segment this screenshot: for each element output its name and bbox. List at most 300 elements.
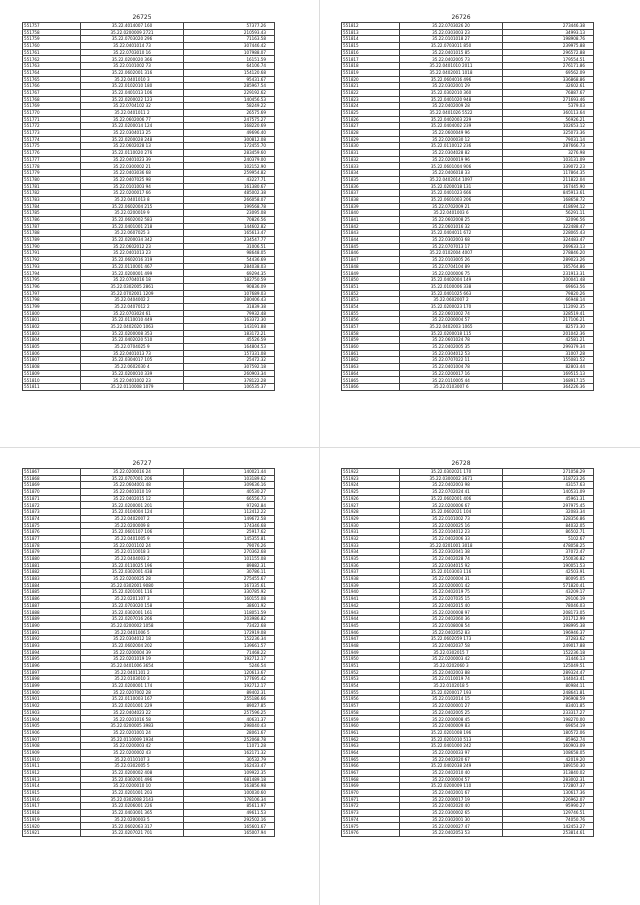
page-number-title: 26726: [451, 14, 471, 21]
record-code-cell: 35.22.0200010 339: [81, 370, 184, 377]
record-code-cell: 35.22.0602021 104: [400, 509, 503, 516]
record-amount-cell: 69663.56: [503, 283, 594, 290]
table-row: [23, 357, 275, 364]
table-row: [23, 709, 275, 716]
record-id-cell: 551822: [342, 89, 400, 96]
record-code-cell: 35.22.0207021 701: [81, 830, 184, 837]
record-code-cell: 35.22.0200025 16: [400, 522, 503, 529]
record-amount-cell: 95431.67: [184, 76, 275, 83]
record-id-cell: 551952: [342, 669, 400, 676]
record-amount-cell: 79076.26: [184, 542, 275, 549]
record-id-cell: 551940: [342, 589, 400, 596]
table-row: [342, 602, 594, 609]
record-amount-cell: 71163.58: [184, 36, 275, 43]
record-amount-cell: 217106.21: [503, 317, 594, 324]
record-id-cell: 551818: [342, 63, 400, 70]
record-code-cell: 35.22.0402009 28: [400, 103, 503, 110]
record-id-cell: 551763: [23, 63, 81, 70]
record-amount-cell: 845913.61: [503, 190, 594, 197]
table-row: [342, 183, 594, 190]
record-code-cell: 35.22.0402038 249: [400, 763, 503, 770]
table-row: [342, 96, 594, 103]
record-code-cell: 35.22.0602008 25: [400, 216, 503, 223]
record-amount-cell: 234547.77: [184, 237, 275, 244]
record-amount-cell: 85611.97: [184, 803, 275, 810]
table-row: [23, 749, 275, 756]
record-id-cell: 551759: [23, 36, 81, 43]
record-id-cell: 551842: [342, 223, 400, 230]
record-id-cell: 551801: [23, 317, 81, 324]
record-amount-cell: 328356.86: [503, 515, 594, 522]
record-code-cell: 35.22.0402014 1097: [400, 176, 503, 183]
record-amount-cell: 325073.36: [503, 130, 594, 137]
record-amount-cell: 198908.76: [503, 36, 594, 43]
record-code-cell: 35.22.0201008 196: [400, 729, 503, 736]
record-code-cell: 35.22.0201001 229: [81, 703, 184, 710]
table-row: [23, 36, 275, 43]
record-code-cell: 35.22.0601107 106: [81, 529, 184, 536]
table-row: [342, 136, 594, 143]
table-row: [23, 716, 275, 723]
table-row: [23, 384, 275, 391]
table-row: [23, 769, 275, 776]
record-id-cell: 551949: [342, 649, 400, 656]
table-row: [23, 183, 275, 190]
record-code-cell: 35.22.0110019 74: [400, 676, 503, 683]
record-amount-cell: 328519.41: [503, 310, 594, 317]
table-row: [23, 562, 275, 569]
table-row: [23, 676, 275, 683]
record-id-cell: 551974: [342, 816, 400, 823]
record-code-cell: 35.22.0207002 28: [81, 689, 184, 696]
record-code-cell: 35.22.0110012 236: [400, 143, 503, 150]
record-id-cell: 551875: [23, 522, 81, 529]
record-code-cell: 35.22.0110005 44: [400, 377, 503, 384]
table-row: [342, 103, 594, 110]
table-row: [342, 535, 594, 542]
record-id-cell: 551849: [342, 270, 400, 277]
record-code-cell: 35.22.0304012 18: [81, 636, 184, 643]
record-id-cell: 551830: [342, 143, 400, 150]
record-id-cell: 551927: [342, 502, 400, 509]
record-amount-cell: 89882.31: [184, 562, 275, 569]
record-id-cell: 551791: [23, 250, 81, 257]
record-code-cell: 35.22.0704102 32: [81, 103, 184, 110]
record-code-cell: 35.22.0304013 25: [81, 130, 184, 137]
record-code-cell: 35.22.0200028 248: [81, 136, 184, 143]
record-id-cell: 551817: [342, 56, 400, 63]
table-row: [23, 223, 275, 230]
record-amount-cell: 162171.32: [184, 749, 275, 756]
record-id-cell: 551973: [342, 810, 400, 817]
table-row: [342, 283, 594, 290]
record-code-cell: 35.22.0200018 115: [400, 330, 503, 337]
record-id-cell: 551821: [342, 83, 400, 90]
record-code-cell: 35.22.0402003 1065: [400, 323, 503, 330]
record-amount-cell: 201042.36: [503, 330, 594, 337]
record-code-cell: 35.22.0110008 1079: [81, 384, 184, 391]
record-amount-cell: 179554.51: [503, 56, 594, 63]
record-amount-cell: 31007.28: [503, 350, 594, 357]
record-id-cell: 551819: [342, 69, 400, 76]
record-id-cell: 551796: [23, 283, 81, 290]
record-id-cell: 551948: [342, 642, 400, 649]
record-amount-cell: 160903.09: [503, 743, 594, 750]
record-id-cell: 551795: [23, 277, 81, 284]
record-id-cell: 551790: [23, 243, 81, 250]
record-amount-cell: 45526.59: [184, 337, 275, 344]
table-row: [342, 43, 594, 50]
record-amount-cell: 31839.38: [184, 303, 275, 310]
record-amount-cell: 5246.54: [184, 662, 275, 669]
table-row: [23, 103, 275, 110]
table-row: [342, 23, 594, 30]
record-amount-cell: 42503.91: [503, 569, 594, 576]
record-id-cell: 551912: [23, 769, 81, 776]
record-amount-cell: 3276.98: [503, 150, 594, 157]
record-code-cell: 35.22.0200005 3983: [81, 723, 184, 730]
record-code-cell: 35.22.0201016 58: [81, 716, 184, 723]
record-id-cell: 551797: [23, 290, 81, 297]
table-row: [342, 384, 594, 391]
record-id-cell: 551767: [23, 89, 81, 96]
record-code-cell: 35.22.0401013 8: [81, 196, 184, 203]
table-row: [23, 176, 275, 183]
record-amount-cell: 37283.62: [503, 636, 594, 643]
record-code-cell: 35.22.4014007 160: [81, 23, 184, 30]
record-code-cell: 35.22.0110009 1934: [81, 736, 184, 743]
record-id-cell: 551828: [342, 130, 400, 137]
record-amount-cell: 70826.56: [184, 216, 275, 223]
table-row: [23, 69, 275, 76]
record-amount-cell: 86502.71: [503, 529, 594, 536]
table-row: [23, 796, 275, 803]
record-amount-cell: 255186.66: [184, 696, 275, 703]
record-code-cell: 35.22.0402053 53: [400, 830, 503, 837]
record-amount-cell: 40631.37: [184, 716, 275, 723]
record-code-cell: 35.22.0406018 33: [400, 170, 503, 177]
table-row: [342, 230, 594, 237]
record-code-cell: 35.22.0200008 45: [400, 716, 503, 723]
record-code-cell: 35.22.0302001 438: [81, 569, 184, 576]
record-code-cell: 35.22.0201001 3018: [400, 542, 503, 549]
record-id-cell: 551833: [342, 163, 400, 170]
record-id-cell: 551871: [23, 495, 81, 502]
record-id-cell: 551901: [23, 696, 81, 703]
table-row: [23, 63, 275, 70]
record-amount-cell: 56926.21: [503, 116, 594, 123]
record-amount-cell: 78046.03: [503, 602, 594, 609]
record-code-cell: 35.22.0101003 94: [81, 183, 184, 190]
table-row: [342, 63, 594, 70]
record-amount-cell: 160155.08: [184, 596, 275, 603]
record-id-cell: 551770: [23, 109, 81, 116]
record-code-cell: 35.22.0200033 97: [400, 749, 503, 756]
table-row: [23, 230, 275, 237]
record-amount-cell: 66556.73: [184, 495, 275, 502]
table-row: [23, 495, 275, 502]
record-amount-cell: 287666.73: [503, 143, 594, 150]
record-code-cell: 35.22.0101002 73: [81, 63, 184, 70]
record-id-cell: 551887: [23, 602, 81, 609]
table-row: [23, 475, 275, 482]
record-amount-cell: 208173.05: [503, 609, 594, 616]
record-id-cell: 551935: [342, 555, 400, 562]
table-row: [23, 323, 275, 330]
record-code-cell: 35.22.0602030 4: [81, 364, 184, 371]
record-amount-cell: 283459.60: [184, 150, 275, 157]
record-code-cell: 35.22.0110001 467: [81, 263, 184, 270]
record-id-cell: 551810: [23, 377, 81, 384]
record-id-cell: 551781: [23, 183, 81, 190]
record-amount-cell: 37072.47: [503, 549, 594, 556]
record-code-cell: 35.22.0401013 73: [81, 350, 184, 357]
record-amount-cell: 43227.71: [184, 176, 275, 183]
record-id-cell: 551799: [23, 303, 81, 310]
record-amount-cell: 270362.68: [184, 549, 275, 556]
record-amount-cell: 25917.62: [184, 529, 275, 536]
record-amount-cell: 228065.43: [503, 230, 594, 237]
record-id-cell: 551768: [23, 96, 81, 103]
record-code-cell: 35.22.0300002 21: [81, 163, 184, 170]
table-row: [342, 56, 594, 63]
record-id-cell: 551846: [342, 250, 400, 257]
table-row: [23, 509, 275, 516]
table-row: [23, 703, 275, 710]
record-id-cell: 551776: [23, 150, 81, 157]
page-26726: [341, 14, 585, 391]
table-row: [342, 223, 594, 230]
record-amount-cell: 178106.34: [184, 796, 275, 803]
record-amount-cell: 253814.61: [503, 830, 594, 837]
record-code-cell: 35.22.0402020 67: [400, 756, 503, 763]
record-code-cell: 35.22.0300002 65: [400, 810, 503, 817]
record-amount-cell: 26575.69: [184, 109, 275, 116]
table-row: [23, 330, 275, 337]
table-row: [342, 709, 594, 716]
record-amount-cell: 330785.92: [184, 589, 275, 596]
record-id-cell: 551938: [342, 576, 400, 583]
record-id-cell: 551806: [23, 350, 81, 357]
record-code-cell: 35.22.0101018 27: [400, 36, 503, 43]
record-code-cell: 35.22.0200014 124: [81, 123, 184, 130]
table-row: [342, 549, 594, 556]
record-amount-cell: 198995.38: [503, 622, 594, 629]
table-row: [23, 317, 275, 324]
record-code-cell: 35.22.0602012 23: [81, 243, 184, 250]
table-row: [342, 190, 594, 197]
record-amount-cell: 97292.84: [184, 502, 275, 509]
record-id-cell: 551820: [342, 76, 400, 83]
record-code-cell: 35.22.0404002 2: [81, 297, 184, 304]
table-row: [342, 515, 594, 522]
record-amount-cell: 140531.09: [503, 489, 594, 496]
record-id-cell: 551966: [342, 763, 400, 770]
record-amount-cell: 83401.85: [503, 703, 594, 710]
table-row: [23, 277, 275, 284]
table-row: [342, 317, 594, 324]
table-row: [342, 196, 594, 203]
table-row: [23, 310, 275, 317]
record-id-cell: 551956: [342, 696, 400, 703]
record-code-cell: 35.22.0402060 36: [400, 616, 503, 623]
record-code-cell: 35.22.0702009 21: [400, 203, 503, 210]
record-amount-cell: 249017.88: [503, 642, 594, 649]
record-code-cell: 35.22.0302015 7: [400, 649, 503, 656]
record-amount-cell: 259954.82: [184, 170, 275, 177]
record-amount-cell: 167445.90: [503, 183, 594, 190]
record-id-cell: 551862: [342, 357, 400, 364]
record-id-cell: 551811: [23, 384, 81, 391]
table-row: [23, 116, 275, 123]
record-amount-cell: 23095.08: [184, 210, 275, 217]
record-code-cell: 35.22.0602028 13: [81, 143, 184, 150]
records-table: [22, 22, 275, 391]
record-id-cell: 551809: [23, 370, 81, 377]
record-id-cell: 551883: [23, 576, 81, 583]
record-amount-cell: 45961.31: [503, 495, 594, 502]
record-amount-cell: 69654.19: [503, 723, 594, 730]
record-amount-cell: 82573.30: [503, 323, 594, 330]
record-id-cell: 551874: [23, 515, 81, 522]
record-amount-cell: 296908.59: [503, 696, 594, 703]
record-id-cell: 551793: [23, 263, 81, 270]
record-amount-cell: 152236.18: [503, 649, 594, 656]
table-row: [342, 297, 594, 304]
record-id-cell: 551953: [342, 676, 400, 683]
record-amount-cell: 57377.26: [184, 23, 275, 30]
record-id-cell: 551928: [342, 509, 400, 516]
record-id-cell: 551850: [342, 277, 400, 284]
record-amount-cell: 307592.18: [184, 364, 275, 371]
table-row: [342, 576, 594, 583]
record-id-cell: 551916: [23, 796, 81, 803]
table-row: [23, 689, 275, 696]
record-id-cell: 551900: [23, 689, 81, 696]
record-id-cell: 551789: [23, 237, 81, 244]
record-code-cell: 35.22.0302005 2861: [81, 283, 184, 290]
record-code-cell: 35.22.0401025 663: [400, 290, 503, 297]
record-amount-cell: 95990.27: [503, 803, 594, 810]
record-amount-cell: 196946.37: [503, 629, 594, 636]
table-row: [23, 123, 275, 130]
record-code-cell: 35.22.0200020 366: [81, 56, 184, 63]
record-amount-cell: 231913.31: [503, 270, 594, 277]
record-code-cell: 35.22.0404003 2: [81, 555, 184, 562]
table-row: [23, 649, 275, 656]
record-code-cell: 35.22.0110020 276: [81, 150, 184, 157]
record-amount-cell: 322488.47: [503, 223, 594, 230]
record-id-cell: 551851: [342, 283, 400, 290]
table-row: [342, 529, 594, 536]
record-id-cell: 551798: [23, 297, 81, 304]
record-amount-cell: 28061.67: [184, 729, 275, 736]
record-id-cell: 551825: [342, 109, 400, 116]
page-number-title: 26727: [132, 460, 152, 467]
record-id-cell: 551802: [23, 323, 81, 330]
record-id-cell: 551865: [342, 377, 400, 384]
table-row: [23, 729, 275, 736]
record-code-cell: 35.22.0200002 408: [81, 769, 184, 776]
table-row: [342, 344, 594, 351]
record-code-cell: 35.22.0403036 68: [81, 170, 184, 177]
record-amount-cell: 280406.43: [184, 297, 275, 304]
record-amount-cell: 120613.67: [184, 669, 275, 676]
record-code-cell: 35.22.0200009 8: [81, 522, 184, 529]
record-id-cell: 551959: [342, 716, 400, 723]
record-id-cell: 551970: [342, 790, 400, 797]
record-id-cell: 551773: [23, 130, 81, 137]
record-amount-cell: 163372.30: [184, 317, 275, 324]
record-amount-cell: 43157.63: [503, 482, 594, 489]
record-id-cell: 551775: [23, 143, 81, 150]
record-id-cell: 551807: [23, 357, 81, 364]
record-id-cell: 551835: [342, 176, 400, 183]
record-code-cell: 35.22.0401010 2011: [400, 63, 503, 70]
record-id-cell: 551942: [342, 602, 400, 609]
record-code-cell: 35.22.0707013 17: [400, 243, 503, 250]
record-code-cell: 35.22.0110003 167: [81, 696, 184, 703]
record-code-cell: 35.22.0110107 3: [81, 756, 184, 763]
table-row: [342, 495, 594, 502]
record-id-cell: 551962: [342, 736, 400, 743]
table-row: [342, 823, 594, 830]
record-amount-cell: 276171.86: [503, 63, 594, 70]
record-amount-cell: 324483.47: [503, 237, 594, 244]
table-row: [23, 237, 275, 244]
record-code-cell: 35.22.0602016 319: [81, 257, 184, 264]
record-id-cell: 551941: [342, 596, 400, 603]
record-id-cell: 551765: [23, 76, 81, 83]
record-id-cell: 551955: [342, 689, 400, 696]
table-row: [342, 649, 594, 656]
table-row: [23, 377, 275, 384]
table-row: [342, 29, 594, 36]
table-row: [342, 769, 594, 776]
record-code-cell: 35.22.0200009 110: [400, 783, 503, 790]
record-id-cell: 551964: [342, 749, 400, 756]
record-id-cell: 551839: [342, 203, 400, 210]
record-code-cell: 35.22.0201001 24: [81, 729, 184, 736]
table-row: [342, 370, 594, 377]
table-row: [23, 776, 275, 783]
record-amount-cell: 38601.92: [184, 602, 275, 609]
record-amount-cell: 32083.34: [503, 509, 594, 516]
record-code-cell: 35.22.0200003 42: [400, 656, 503, 663]
record-amount-cell: 168220.69: [184, 123, 275, 130]
record-id-cell: 551853: [342, 297, 400, 304]
record-amount-cell: 681489.18: [184, 776, 275, 783]
record-amount-cell: 177695.42: [184, 676, 275, 683]
record-amount-cell: 142453.27: [503, 823, 594, 830]
record-code-cell: 35.22.0602006 77: [81, 116, 184, 123]
record-code-cell: 35.22.0302001 30: [400, 816, 503, 823]
table-row: [23, 589, 275, 596]
record-id-cell: 551857: [342, 323, 400, 330]
record-id-cell: 551876: [23, 529, 81, 536]
table-row: [342, 330, 594, 337]
record-code-cell: 35.22.0401020 948: [400, 96, 503, 103]
table-row: [342, 716, 594, 723]
record-amount-cell: 56291.11: [503, 210, 594, 217]
record-code-cell: 35.22.0201010 513: [400, 736, 503, 743]
record-id-cell: 551824: [342, 103, 400, 110]
record-amount-cell: 364226.36: [503, 384, 594, 391]
record-code-cell: 35.22.0402003 229: [400, 116, 503, 123]
record-amount-cell: 192712.17: [184, 656, 275, 663]
record-id-cell: 551826: [342, 116, 400, 123]
record-id-cell: 551922: [342, 469, 400, 476]
